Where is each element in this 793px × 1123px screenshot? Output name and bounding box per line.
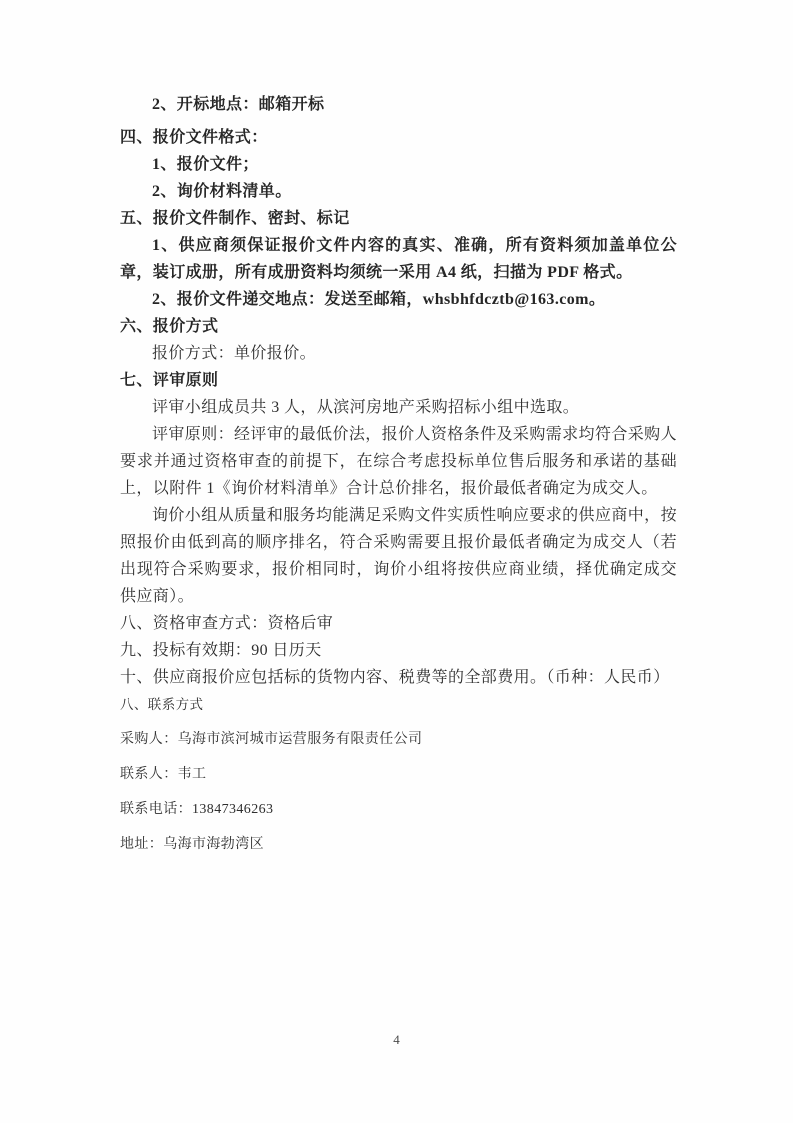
paragraph-18: 采购人：乌海市滨河城市运营服务有限责任公司 <box>120 732 423 747</box>
paragraph-16: 十、供应商报价应包括标的货物内容、税费等的全部费用。（币种：人民币） <box>120 669 670 686</box>
paragraph-2: 四、报价文件格式： <box>120 129 268 146</box>
document-body <box>120 91 677 858</box>
paragraph-21: 地址：乌海市海勃湾区 <box>120 837 264 852</box>
paragraph-12: 评审原则：经评审的最低价法，报价人资格条件及采购需求均符合采购人要求并通过资格审查的前提下，在综合考虑投标单位售后服务和承诺的基础上，以附件 1《询价材料清单》合计总价排名，报价最低者确定为成交人。 <box>120 426 677 497</box>
paragraph-5: 五、报价文件制作、密封、标记 <box>120 210 350 227</box>
paragraph-11: 评审小组成员共 3 人，从滨河房地产采购招标小组中选取。 <box>152 399 580 416</box>
paragraph-10: 七、评审原则 <box>120 372 219 389</box>
paragraph-3: 1、报价文件； <box>152 156 259 173</box>
paragraph-15: 九、投标有效期：90 日历天 <box>120 642 322 659</box>
paragraph-6: 1、供应商须保证报价文件内容的真实、准确，所有资料须加盖单位公章，装订成册，所有成册资料均须统一采用 A4 纸，扫描为 PDF 格式。 <box>120 237 677 281</box>
paragraph-13: 询价小组从质量和服务均能满足采购文件实质性响应要求的供应商中，按照报价由低到高的顺序排名，符合采购需要且报价最低者确定为成交人（若出现符合采购要求，报价相同时，询价小组将按供应商业绩，择优确定成交供应商）。 <box>120 507 677 605</box>
paragraph-19: 联系人：韦工 <box>120 767 207 782</box>
paragraph-8: 六、报价方式 <box>120 318 219 335</box>
paragraph-9: 报价方式：单价报价。 <box>152 345 317 362</box>
paragraph-7: 2、报价文件递交地点：发送至邮箱，whsbhfdcztb@163.com。 <box>152 291 606 308</box>
paragraph-4: 2、询价材料清单。 <box>152 183 292 200</box>
paragraph-14: 八、资格审查方式：资格后审 <box>120 615 334 632</box>
paragraph-1: 2、开标地点：邮箱开标 <box>152 96 325 113</box>
paragraph-20: 联系电话：13847346263 <box>120 802 274 817</box>
paragraph-17: 八、联系方式 <box>120 697 204 712</box>
page-number: 4 <box>393 1032 400 1047</box>
